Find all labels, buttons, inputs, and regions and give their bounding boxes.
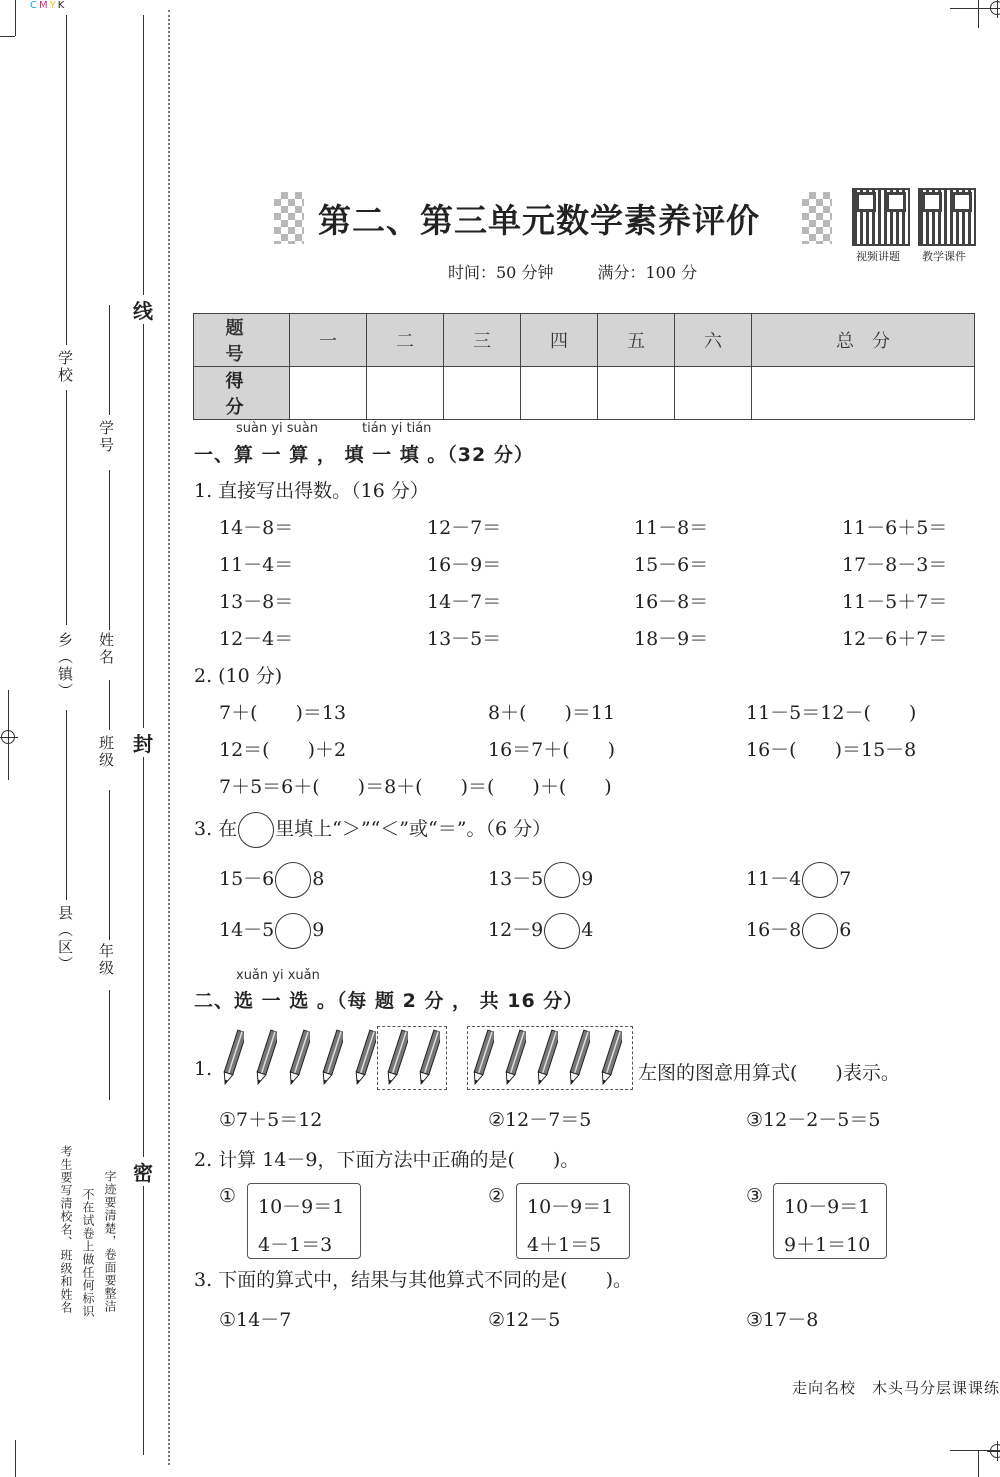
circle-icon	[238, 812, 274, 848]
pinyin-1: suàn yi suàn	[236, 421, 319, 436]
part1-q1-label: 1. 直接写出得数。（16 分）	[194, 480, 429, 502]
footer-series: 走向名校 木头马分层课课练	[791, 1379, 1000, 1397]
equation: 14－7＝	[427, 591, 502, 613]
student-no-field-line[interactable]	[109, 305, 110, 415]
method-box[interactable]: 10－9＝1 4－1＝3	[247, 1183, 361, 1259]
option-mark[interactable]: ①	[219, 1185, 237, 1207]
name-label: 姓名	[97, 632, 115, 666]
qr-label-video: 视频讲题	[856, 250, 900, 263]
qr-label-courseware: 教学课件	[922, 250, 966, 263]
school-label: 学校	[56, 350, 74, 384]
compare-item: 15－6 8	[219, 862, 324, 898]
score-table-score-row	[194, 367, 975, 420]
score-table-header-row	[194, 314, 975, 367]
part2-heading: 二、选 一 选 。（每 题 2 分 ， 共 16 分）	[194, 990, 584, 1012]
equation: 13－8＝	[219, 591, 294, 613]
seal-char-feng: 封	[131, 728, 155, 757]
seal-char-mi: 密	[131, 1157, 155, 1186]
equation: 16－9＝	[427, 554, 502, 576]
choice-option[interactable]: ①7＋5＝12	[219, 1109, 323, 1131]
cmyk-marks: CMYK	[30, 0, 66, 11]
score-table-cell: 二	[367, 314, 444, 367]
score-input-cell[interactable]	[598, 367, 675, 420]
score-table-cell: 四	[521, 314, 598, 367]
part1-q3-label: 3. 在 里填上“＞”“＜”或“＝”。（6 分）	[194, 812, 551, 848]
part2-q1-text: 左图的图意用算式( )表示。	[638, 1062, 900, 1084]
compare-circle[interactable]	[544, 862, 580, 898]
compare-item: 13－5 9	[488, 862, 593, 898]
score-input-cell[interactable]	[675, 367, 752, 420]
compare-circle[interactable]	[275, 862, 311, 898]
qr-code-courseware-icon[interactable]	[918, 188, 976, 246]
town-field-line[interactable]	[66, 390, 67, 625]
equation: 17－8－3＝	[842, 554, 948, 576]
pinyin-2: tián yi tián	[362, 421, 432, 436]
grade-extra-line	[109, 990, 110, 1100]
pencil-icon	[321, 1028, 343, 1088]
name-field-line[interactable]	[109, 470, 110, 630]
notice-line-1: 考生要写清校名、班级和姓名	[59, 1145, 73, 1314]
crop-mark	[8, 690, 9, 780]
score-table-cell: 得 分	[194, 367, 290, 420]
equation: 14－8＝	[219, 517, 294, 539]
grade-field-line[interactable]	[109, 790, 110, 940]
part2-q3-text: 3. 下面的算式中，结果与其他算式不同的是( )。	[194, 1269, 632, 1291]
equation: 11－4＝	[219, 554, 294, 576]
score-input-cell[interactable]	[444, 367, 521, 420]
part2-q1-number: 1.	[194, 1058, 213, 1080]
compare-circle[interactable]	[802, 913, 838, 949]
crop-mark	[15, 1440, 16, 1477]
pinyin-3: xuǎn yi xuǎn	[236, 968, 320, 983]
equation: 11－5＋7＝	[842, 591, 948, 613]
town-label: 乡（镇）	[56, 632, 74, 700]
qr-code-video-icon[interactable]	[852, 188, 910, 246]
compare-item: 14－5 9	[219, 913, 324, 949]
equation: 13－5＝	[427, 628, 502, 650]
option-mark[interactable]: ③	[746, 1185, 764, 1207]
pencil-icon	[288, 1028, 310, 1088]
score-table-cell: 题 号	[194, 314, 290, 367]
compare-circle[interactable]	[544, 913, 580, 949]
part1-q2-label: 2. (10 分)	[194, 665, 283, 687]
choice-option[interactable]: ③12－2－5＝5	[746, 1109, 881, 1131]
fill-equation[interactable]: 11－5＝12－( )	[746, 702, 917, 724]
score-table-cell: 五	[598, 314, 675, 367]
crop-mark	[978, 1450, 979, 1477]
pencil-group-dashed-box	[467, 1026, 633, 1090]
school-field-line[interactable]	[66, 15, 67, 345]
method-box[interactable]: 10－9＝1 4＋1＝5	[516, 1183, 630, 1259]
fill-equation[interactable]: 16＝7＋( )	[488, 739, 616, 761]
pencil-icon	[255, 1028, 277, 1088]
score-table-cell: 三	[444, 314, 521, 367]
compare-item: 11－4 7	[746, 862, 851, 898]
compare-circle[interactable]	[802, 862, 838, 898]
score-input-cell[interactable]	[367, 367, 444, 420]
exam-time: 时间：50 分钟	[448, 263, 554, 282]
equation: 12－6＋7＝	[842, 628, 948, 650]
county-label: 县（区）	[56, 905, 74, 973]
equation: 12－7＝	[427, 517, 502, 539]
exam-info	[448, 260, 697, 283]
student-no-label: 学号	[97, 420, 115, 454]
crop-mark	[978, 0, 979, 28]
notice-line-2: 不在试卷上做任何标识	[81, 1188, 95, 1318]
score-input-cell[interactable]	[521, 367, 598, 420]
equation: 18－9＝	[634, 628, 709, 650]
compare-item: 12－9 4	[488, 913, 593, 949]
score-input-cell[interactable]	[290, 367, 367, 420]
title-decoration-left	[274, 192, 304, 244]
fold-dashed-line	[168, 10, 170, 1465]
seal-char-xian: 线	[131, 295, 155, 324]
option-mark[interactable]: ②	[488, 1185, 506, 1207]
pencil-icon	[222, 1028, 244, 1088]
choice-option[interactable]: ①14－7	[219, 1309, 292, 1331]
class-field-line[interactable]	[109, 680, 110, 730]
fill-equation[interactable]: 8＋( )＝11	[488, 702, 616, 724]
grade-label: 年级	[97, 943, 115, 977]
equation: 12－4＝	[219, 628, 294, 650]
class-label: 班级	[97, 735, 115, 769]
exam-full-score: 满分：100 分	[597, 263, 698, 282]
method-box[interactable]: 10－9＝1 9＋1＝10	[773, 1183, 887, 1259]
page-title: 第二、第三单元数学素养评价	[318, 201, 760, 240]
fill-equation[interactable]: 16－( )＝15－8	[746, 739, 917, 761]
crop-mark	[15, 0, 16, 36]
equation: 11－6＋5＝	[842, 517, 948, 539]
part2-q2-text: 2. 计算 14－9，下面方法中正确的是( )。	[194, 1149, 580, 1171]
pencil-icon	[354, 1028, 376, 1088]
choice-option[interactable]: ②12－7＝5	[488, 1109, 592, 1131]
equation: 16－8＝	[634, 591, 709, 613]
fill-equation[interactable]: 7＋( )＝13	[219, 702, 347, 724]
fill-equation[interactable]: 7＋5＝6＋( )＝8＋( )＝( )＋( )	[219, 776, 612, 798]
score-table-cell: 六	[675, 314, 752, 367]
registration-mark	[990, 1444, 1000, 1458]
county-field-line[interactable]	[66, 710, 67, 900]
crop-mark	[0, 36, 15, 37]
compare-item: 16－8 6	[746, 913, 851, 949]
pencil-group-dashed-box	[377, 1026, 447, 1090]
notice-line-3: 字迹要清楚，卷面要整洁	[103, 1170, 117, 1313]
equation: 11－8＝	[634, 517, 709, 539]
score-input-cell[interactable]	[752, 367, 975, 420]
title-decoration-right	[802, 192, 832, 244]
choice-option[interactable]: ③17－8	[746, 1309, 819, 1331]
part1-heading: 一、算 一 算 ， 填 一 填 。（32 分）	[194, 444, 534, 466]
fill-equation[interactable]: 12＝( )＋2	[219, 739, 347, 761]
compare-circle[interactable]	[275, 913, 311, 949]
score-table-cell: 一	[290, 314, 367, 367]
score-table-cell: 总 分	[752, 314, 975, 367]
score-table	[193, 313, 975, 420]
choice-option[interactable]: ②12－5	[488, 1309, 561, 1331]
registration-mark	[990, 1, 1000, 15]
equation: 15－6＝	[634, 554, 709, 576]
